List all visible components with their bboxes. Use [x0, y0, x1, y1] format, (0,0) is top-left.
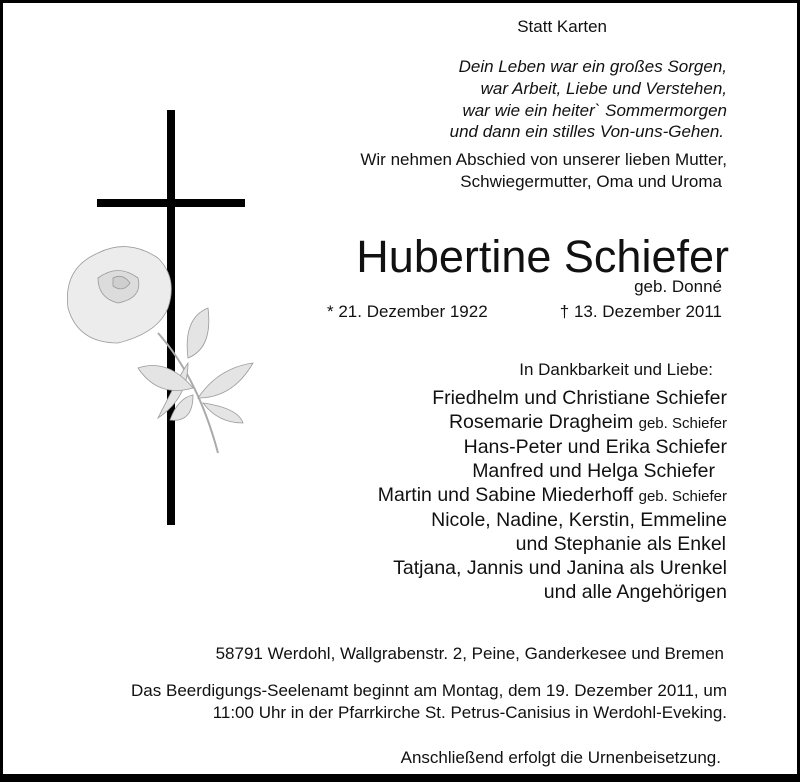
cross-icon-horizontal [97, 199, 245, 207]
mourner-line: Friedhelm und Christiane Schiefer [432, 387, 727, 409]
mourner-line: Rosemarie Dragheim geb. Schiefer [448, 411, 727, 433]
service-line: Das Beerdigungs-Seelenamt beginnt am Montag, dem 19. Dezember 2011, um [131, 681, 727, 700]
mourner-line: Hans-Peter und Erika Schiefer [463, 436, 727, 458]
poem-line: war wie ein heiter` Sommermorgen [462, 101, 727, 120]
poem-line: und dann ein stilles Von-uns-Gehen. [449, 122, 724, 141]
farewell-line: Schwiegermutter, Oma und Uroma [460, 172, 722, 191]
obituary-notice [3, 3, 797, 774]
service-line: 11:00 Uhr in der Pfarrkirche St. Petrus-Canisius in Werdohl-Eveking. [212, 703, 727, 722]
birth-date: * 21. Dezember 1922 [327, 302, 488, 321]
header-statt-karten: Statt Karten [517, 17, 607, 36]
mourner-line: Manfred und Helga Schiefer [472, 460, 715, 482]
mourner-line: und alle Angehörigen [543, 581, 727, 603]
mourners-intro: In Dankbarkeit und Liebe: [519, 360, 713, 379]
mourner-line: Nicole, Nadine, Kerstin, Emmeline [431, 509, 727, 531]
mourner-line: und Stephanie als Enkel [515, 533, 726, 555]
deceased-name: Hubertine Schiefer [356, 231, 729, 282]
farewell-line: Wir nehmen Abschied von unserer lieben Mutter, [360, 150, 727, 169]
death-date: † 13. Dezember 2011 [559, 302, 722, 321]
mourner-line: Martin und Sabine Miederhoff geb. Schiefer [377, 484, 727, 506]
rose-illustration [58, 238, 258, 458]
closing-line: Anschließend erfolgt die Urnenbeisetzung. [400, 748, 721, 767]
maiden-name: geb. Donné [634, 277, 722, 296]
address: 58791 Werdohl, Wallgrabenstr. 2, Peine, Ganderkesee und Bremen [215, 644, 724, 663]
poem-line: war Arbeit, Liebe und Verstehen, [480, 79, 727, 98]
poem-line: Dein Leben war ein großes Sorgen, [458, 57, 727, 76]
mourner-line: Tatjana, Jannis und Janina als Urenkel [393, 557, 727, 579]
